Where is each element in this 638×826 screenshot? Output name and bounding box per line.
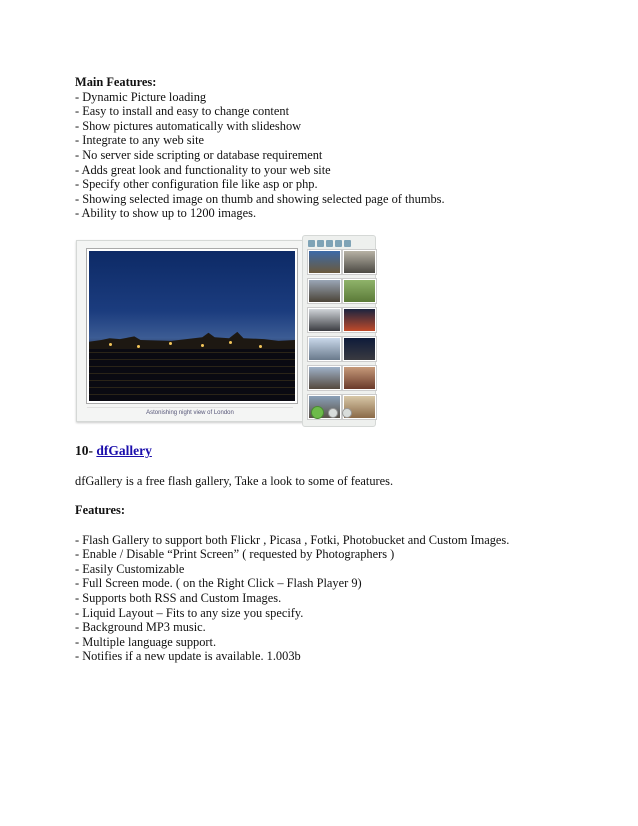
feature-item: - No server side scripting or database requirement [75,147,323,162]
feature-item: - Specify other configuration file like asp or php. [75,177,318,192]
photo-caption: Astonishing night view of London [87,407,293,418]
thumbnail[interactable] [343,308,376,332]
feature-item: - Dynamic Picture loading [75,89,207,104]
page-tabs [308,240,351,247]
page-tab[interactable] [308,240,315,247]
page-tab[interactable] [317,240,324,247]
play-icon[interactable] [311,406,324,419]
city-light [137,345,140,348]
thumbnail[interactable] [343,279,376,303]
thumbnail[interactable] [308,337,341,361]
city-light [201,344,204,347]
river-reflection [89,349,295,401]
feature-item: - Background MP3 music. [75,620,206,635]
thumbnail[interactable] [343,250,376,274]
feature-item: - Notifies if a new update is available. 1.003b [75,649,301,664]
feature-item: - Integrate to any web site [75,133,205,148]
main-photo-frame [76,240,304,422]
feature-item: - Enable / Disable “Print Screen” ( requested by Photographers ) [75,547,395,562]
london-night-photo [87,249,297,403]
page-tab[interactable] [326,240,333,247]
thumbnail[interactable] [308,279,341,303]
features-section [75,503,595,664]
feature-item: - Show pictures automatically with slideshow [75,118,302,133]
feature-item: - Easy to install and easy to change content [75,104,290,119]
gallery-screenshot [76,235,376,425]
thumbnail-panel [302,235,376,427]
page-tab[interactable] [335,240,342,247]
city-light [169,342,172,345]
feature-item: - Flash Gallery to support both Flickr , Picasa , Fotki, Photobucket and Custom Images. [75,532,510,547]
section-intro: dfGallery is a free flash gallery, Take a look to some of features. [75,474,394,488]
thumbnail[interactable] [343,366,376,390]
main-features-section [75,75,595,221]
thumbnail[interactable] [308,250,341,274]
thumbnail[interactable] [308,366,341,390]
next-icon[interactable] [342,408,352,418]
feature-item: - Multiple language support. [75,634,217,649]
thumbnail[interactable] [343,337,376,361]
main-features-list [75,90,595,221]
skyline-silhouette [89,331,295,349]
feature-item: - Easily Customizable [75,561,185,576]
section-heading [75,443,152,459]
feature-item: - Supports both RSS and Custom Images. [75,590,282,605]
page-tab[interactable] [344,240,351,247]
thumbnail[interactable] [308,308,341,332]
city-light [259,345,262,348]
slideshow-controls [311,406,352,419]
previous-icon[interactable] [328,408,338,418]
features-list [75,533,595,664]
feature-item: - Liquid Layout – Fits to any size you specify. [75,605,304,620]
feature-item: - Ability to show up to 1200 images. [75,206,257,221]
section-number: 10- [75,443,93,458]
dfgallery-link[interactable]: dfGallery [96,443,152,458]
city-light [109,343,112,346]
thumbnail-grid [308,250,374,419]
features-heading: Features: [75,503,126,517]
city-light [229,341,232,344]
feature-item: - Full Screen mode. ( on the Right Click – Flash Player 9) [75,576,362,591]
main-features-heading: Main Features: [75,75,157,89]
feature-item: - Showing selected image on thumb and showing selected page of thumbs. [75,191,445,206]
feature-item: - Adds great look and functionality to your web site [75,162,331,177]
